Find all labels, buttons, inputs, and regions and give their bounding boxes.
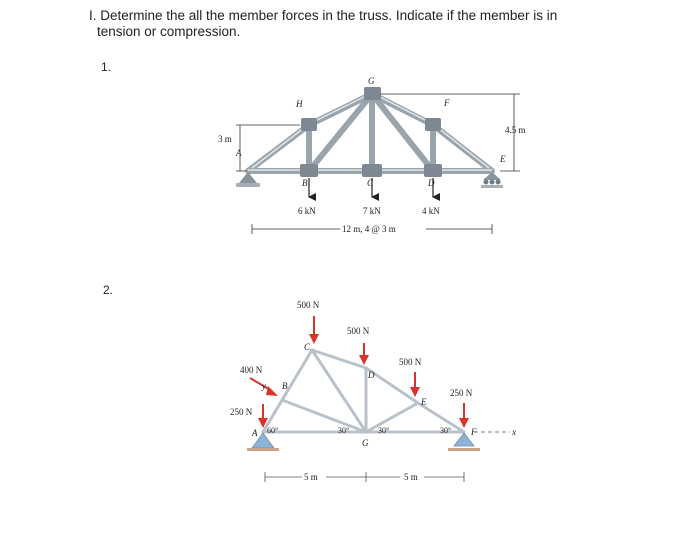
member-bg	[309, 94, 372, 171]
joint-a-label: A	[236, 148, 242, 158]
load-b2-label: 400 N	[240, 365, 263, 375]
problem-2-number: 2.	[103, 283, 114, 297]
load-c2-label: 500 N	[297, 300, 320, 310]
load-e2-head	[410, 387, 420, 397]
joint-b-label: B	[302, 178, 308, 188]
joint-d2-label: D	[368, 370, 375, 380]
joint-g2-label: G	[362, 438, 369, 448]
joint-e2-label: E	[421, 397, 427, 407]
load-d2-head	[359, 355, 369, 365]
member-cg	[312, 350, 366, 432]
load-a2-label: 250 N	[230, 407, 253, 417]
load-d2-label: 500 N	[347, 326, 370, 336]
load-c-label: 7 kN	[363, 206, 381, 216]
question-line-1: I. Determine the all the member forces in the truss. Indicate if the member is in	[89, 8, 558, 23]
axis-x-label: x	[512, 427, 516, 437]
load-d-label: 4 kN	[422, 206, 440, 216]
dim-3m-label: 3 m	[218, 134, 232, 144]
joint-c2-label: C	[304, 342, 311, 352]
question-line-2: tension or compression.	[97, 24, 241, 39]
angle-f2-label: 30°	[440, 426, 452, 435]
angle-g2-left-label: 30°	[338, 426, 350, 435]
load-e2-label: 500 N	[399, 357, 422, 367]
load-f2-head	[459, 418, 469, 428]
pin-support-a	[236, 172, 260, 187]
joint-b2-label: B	[282, 381, 288, 391]
joint-e-label: E	[500, 154, 506, 164]
roller-support-e	[481, 172, 503, 188]
joint-g-label: G	[368, 76, 375, 86]
span-label: 12 m, 4 @ 3 m	[342, 224, 396, 234]
angle-a2-label: 60°	[267, 426, 279, 435]
joint-c-label: C	[367, 178, 374, 188]
joint-a2-label: A	[252, 428, 258, 438]
member-ge	[366, 403, 418, 432]
angle-g2-right-label: 30°	[378, 426, 390, 435]
joint-h-label: H	[296, 99, 303, 109]
axis-y-label: y	[262, 381, 266, 391]
load-c2-head	[309, 334, 319, 344]
joint-f-label: F	[444, 98, 450, 108]
member-gd	[372, 94, 433, 171]
load-b2-head	[266, 386, 278, 396]
load-f2-label: 250 N	[450, 388, 473, 398]
load-b-label: 6 kN	[298, 206, 316, 216]
truss-1	[218, 76, 526, 234]
member-cd	[312, 350, 366, 368]
joint-d-label: D	[428, 178, 435, 188]
dim-4-5m-label: 4.5 m	[505, 125, 526, 135]
problem-1-number: 1.	[101, 60, 112, 74]
joint-f2-label: F	[471, 427, 477, 437]
member-bg	[282, 400, 366, 432]
truss-2	[230, 300, 516, 482]
truss-1-members	[248, 94, 492, 171]
dim-5m-left-label: 5 m	[304, 472, 318, 482]
dim-5m-right-label: 5 m	[404, 472, 418, 482]
